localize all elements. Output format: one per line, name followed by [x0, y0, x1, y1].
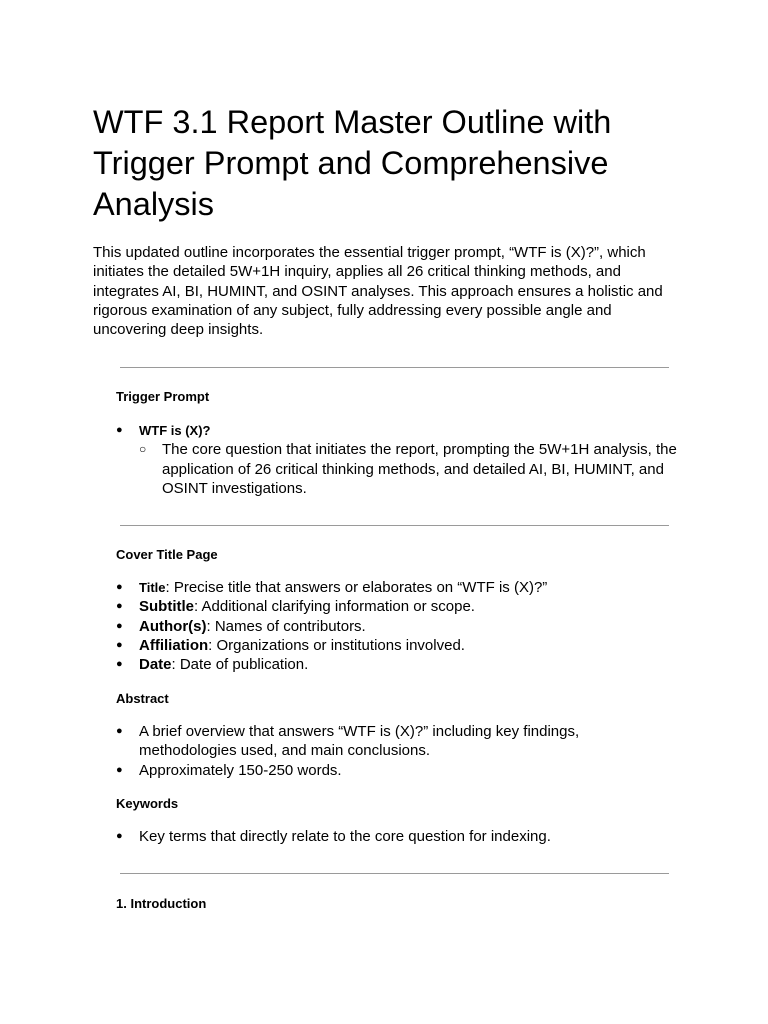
sub-list-item: ○ The core question that initiates the report, prompting the 5W+1H analysis, the application of 26 critical thinking methods, and detailed AI, BI, HUMINT, and OSINT investigations.	[116, 440, 697, 498]
list-item	[116, 636, 547, 655]
list-item	[116, 655, 547, 674]
abstract-heading: Abstract	[116, 691, 169, 706]
cover-list	[116, 578, 547, 674]
item-label: Affiliation	[139, 636, 209, 654]
abstract-list	[116, 722, 616, 780]
list-item	[116, 421, 697, 498]
section-divider	[120, 367, 669, 368]
list-item	[116, 597, 547, 616]
item-label: Title	[139, 580, 166, 595]
item-text: : Names of contributors.	[206, 617, 366, 635]
list-item: ● A brief overview that answers “WTF is (X)?” including key findings, methodologies used, and main conclusions.	[116, 722, 616, 761]
item-label: Date	[139, 656, 172, 674]
item-text: : Organizations or institutions involved.	[208, 636, 465, 654]
list-item	[116, 617, 547, 636]
keywords-heading: Keywords	[116, 796, 179, 811]
keywords-list	[116, 827, 551, 846]
item-text: : Precise title that answers or elaborates on “WTF is (X)?”	[165, 579, 548, 596]
item-label: Subtitle	[139, 598, 194, 616]
list-item: ● Approximately 150-250 words.	[116, 761, 616, 780]
list-item: ● Key terms that directly relate to the core question for indexing.	[116, 827, 551, 846]
item-text: : Date of publication.	[171, 656, 309, 674]
trigger-prompt-list	[116, 421, 697, 498]
intro-paragraph: This updated outline incorporates the essential trigger prompt, “WTF is (X)?”, which initiates the detailed 5W+1H inquiry, applies all 26 critical thinking methods, and integrates AI, BI, HUMINT, and OSINT analyses. This approach ensures a holistic and rigorous examination of any subject, fully addressing every possible angle and uncovering deep insights.	[93, 244, 663, 339]
trigger-item-label: WTF is (X)?	[139, 423, 211, 438]
trigger-sub-list	[139, 440, 697, 498]
trigger-prompt-heading: Trigger Prompt	[116, 389, 210, 404]
cover-title-page-heading: Cover Title Page	[116, 547, 218, 562]
item-text: : Additional clarifying information or scope.	[194, 598, 475, 616]
introduction-heading: 1. Introduction	[116, 896, 207, 911]
list-item	[116, 578, 547, 597]
section-divider	[120, 873, 669, 874]
document-title: WTF 3.1 Report Master Outline with Trigger Prompt and Comprehensive Analysis	[93, 104, 612, 222]
section-divider	[120, 525, 669, 526]
item-label: Author(s)	[139, 617, 207, 635]
